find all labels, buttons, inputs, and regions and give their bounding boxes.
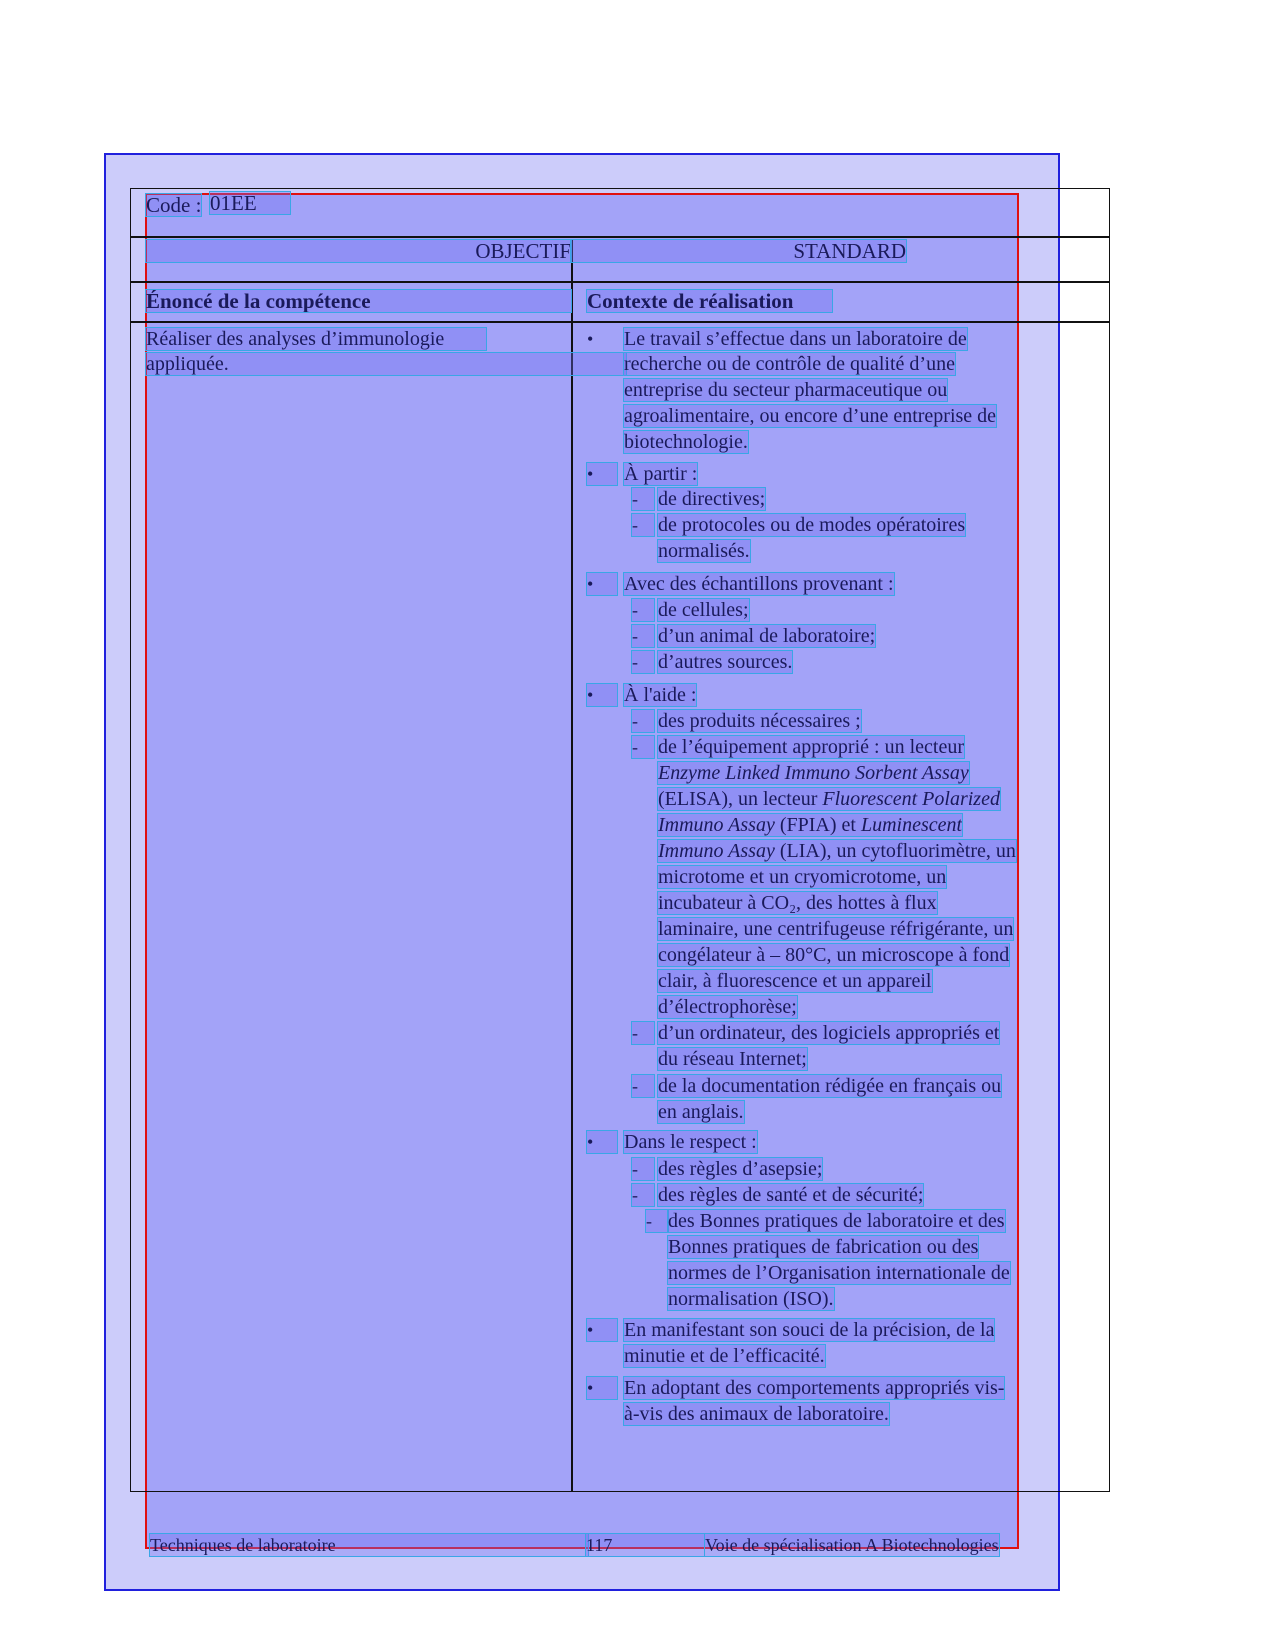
- context-line: Immuno Assay (LIA), un cytofluorimètre, un: [658, 840, 1016, 862]
- dash: -: [632, 710, 654, 732]
- context-line: Bonnes pratiques de fabrication ou des: [668, 1236, 979, 1258]
- footer-program: Techniques de laboratoire: [150, 1534, 588, 1556]
- dash: -: [646, 1210, 668, 1232]
- context-line: biotechnologie.: [624, 431, 748, 453]
- context-line: En adoptant des comportements appropriés vis-: [624, 1377, 1005, 1399]
- bullet: •: [587, 1131, 617, 1153]
- context-line: en anglais.: [658, 1101, 744, 1123]
- bullet: •: [587, 1377, 617, 1399]
- dash: -: [632, 625, 654, 647]
- bullet: •: [587, 463, 617, 485]
- context-line: du réseau Internet;: [658, 1048, 807, 1070]
- context-line: d’électrophorèse;: [658, 996, 797, 1018]
- table-rule: [130, 236, 1110, 238]
- context-line: des règles d’asepsie;: [658, 1158, 823, 1180]
- column-divider: [571, 239, 573, 1492]
- bullet: •: [587, 1319, 617, 1341]
- code-label: Code :: [146, 193, 202, 217]
- context-line: Dans le respect :: [624, 1131, 757, 1153]
- context-line: normalisation (ISO).: [668, 1288, 834, 1310]
- context-line: de directives;: [658, 488, 766, 510]
- context-line: clair, à fluorescence et un appareil: [658, 970, 932, 992]
- dash: -: [632, 488, 654, 510]
- context-line: incubateur à CO₂, des hottes à flux: [658, 892, 937, 914]
- context-line: d’autres sources.: [658, 651, 793, 673]
- subheader-contexte: Contexte de réalisation: [587, 290, 832, 312]
- context-line: À partir :: [624, 463, 698, 485]
- context-line: à-vis des animaux de laboratoire.: [624, 1403, 889, 1425]
- enonce-line: Réaliser des analyses d’immunologie: [146, 328, 486, 350]
- bullet: •: [587, 573, 617, 595]
- context-line: recherche ou de contrôle de qualité d’une: [624, 353, 955, 375]
- dash: -: [632, 651, 654, 673]
- context-line: de protocoles ou de modes opératoires: [658, 514, 966, 536]
- context-line: (ELISA), un lecteur Fluorescent Polarized: [658, 788, 1000, 810]
- context-line: d’un ordinateur, des logiciels appropriés et: [658, 1022, 1000, 1044]
- dash: -: [632, 736, 654, 758]
- context-line: minutie et de l’efficacité.: [624, 1345, 825, 1367]
- context-line: À l'aide :: [624, 684, 697, 706]
- dash: -: [632, 1022, 654, 1044]
- dash: -: [632, 599, 654, 621]
- context-line: normalisés.: [658, 540, 750, 562]
- enonce-line: appliquée.: [146, 353, 626, 375]
- footer-specialization: Voie de spécialisation A Biotechnologies: [705, 1535, 999, 1555]
- header-standard: STANDARD: [571, 240, 906, 262]
- context-line: des règles de santé et de sécurité;: [658, 1184, 924, 1206]
- context-line: entreprise du secteur pharmaceutique ou: [624, 379, 948, 401]
- dash: -: [632, 514, 654, 536]
- context-line: microtome et un cryomicrotome, un: [658, 866, 947, 888]
- context-line: des Bonnes pratiques de laboratoire et des: [668, 1210, 1005, 1232]
- bullet: •: [587, 329, 594, 349]
- context-line: Immuno Assay (FPIA) et Luminescent: [658, 814, 963, 836]
- footer-page-number: 117: [586, 1534, 704, 1556]
- context-line: agroalimentaire, ou encore d’une entreprise de: [624, 405, 997, 427]
- subheader-enonce: Énoncé de la compétence: [146, 290, 571, 312]
- context-line: congélateur à – 80°C, un microscope à fond: [658, 944, 1010, 966]
- table-rule: [130, 321, 1110, 323]
- context-line: laminaire, une centrifugeuse réfrigérante, un: [658, 918, 1014, 940]
- dash: -: [632, 1184, 654, 1206]
- dash: -: [632, 1075, 654, 1097]
- dash: -: [632, 1158, 654, 1180]
- context-line: de la documentation rédigée en français ou: [658, 1075, 1002, 1097]
- context-line: Enzyme Linked Immuno Sorbent Assay: [658, 762, 969, 784]
- context-line: d’un animal de laboratoire;: [658, 625, 876, 647]
- context-line: Avec des échantillons provenant :: [624, 573, 894, 595]
- code-value: 01EE: [210, 192, 290, 214]
- context-line: des produits nécessaires ;: [658, 710, 861, 732]
- context-line: normes de l’Organisation internationale de: [668, 1262, 1010, 1284]
- header-objectif: OBJECTIF: [146, 240, 571, 262]
- table-rule: [130, 281, 1110, 283]
- bullet: •: [587, 684, 617, 706]
- context-line: de cellules;: [658, 599, 749, 621]
- context-line: de l’équipement approprié : un lecteur: [658, 736, 964, 758]
- context-line: Le travail s’effectue dans un laboratoire de: [624, 328, 967, 350]
- context-line: En manifestant son souci de la précision, de la: [624, 1319, 995, 1341]
